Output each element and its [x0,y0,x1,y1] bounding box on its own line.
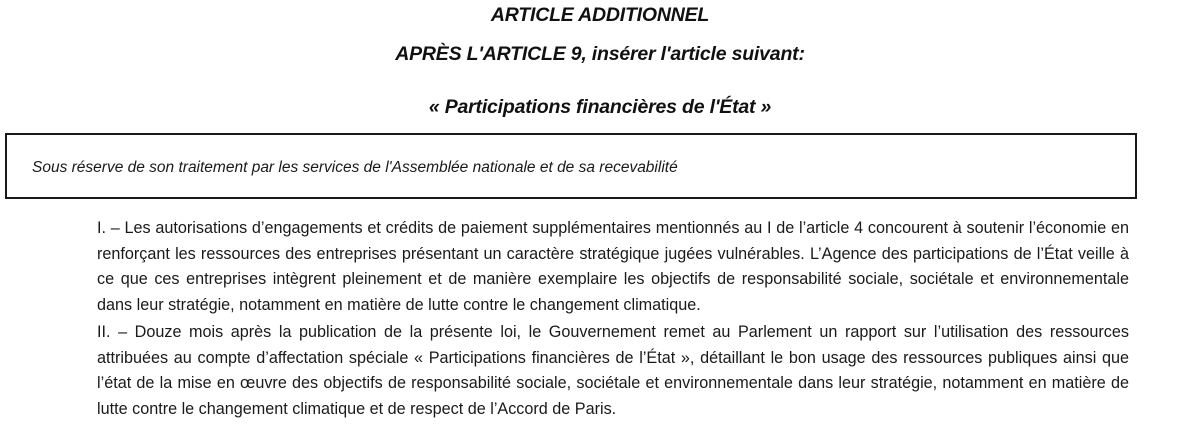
article-title: « Participations financières de l'État » [428,96,772,118]
notice-text: Sous réserve de son traitement par les services de l'Assemblée nationale et de sa recevabilité [32,159,678,176]
section-title: ARTICLE ADDITIONNEL [490,4,710,26]
notice-box [5,133,1137,199]
placement-instruction: APRÈS L'ARTICLE 9, insérer l'article suivant: [395,43,805,65]
paragraph-2: II. – Douze mois après la publication de la présente loi, le Gouvernement remet au Parlement un rapport sur l’utilisation des ressources attribuées au compte d’affectation spéciale « Participations financières de l’État », détaillant le bon usage des ressources publiques ainsi que l’état de la mise en œuvre des objectifs de responsabilité sociale, sociétale et environnementale dans leur stratégie, notamment en matière de lutte contre le changement climatique et de respect de l’Accord de Paris. [97,323,1129,418]
paragraph-1: I. – Les autorisations d’engagements et crédits de paiement supplémentaires mentionnés au I de l’article 4 concourent à soutenir l’économie en renforçant les ressources des entreprises présentant un caractère stratégique jugées vulnérables. L’Agence des participations de l’État veille à ce que ces entreprises intègrent pleinement et de manière exemplaire les objectifs de responsabilité sociale, sociétale et environnementale dans leur stratégie, notamment en matière de lutte contre le changement climatique. [97,219,1129,314]
